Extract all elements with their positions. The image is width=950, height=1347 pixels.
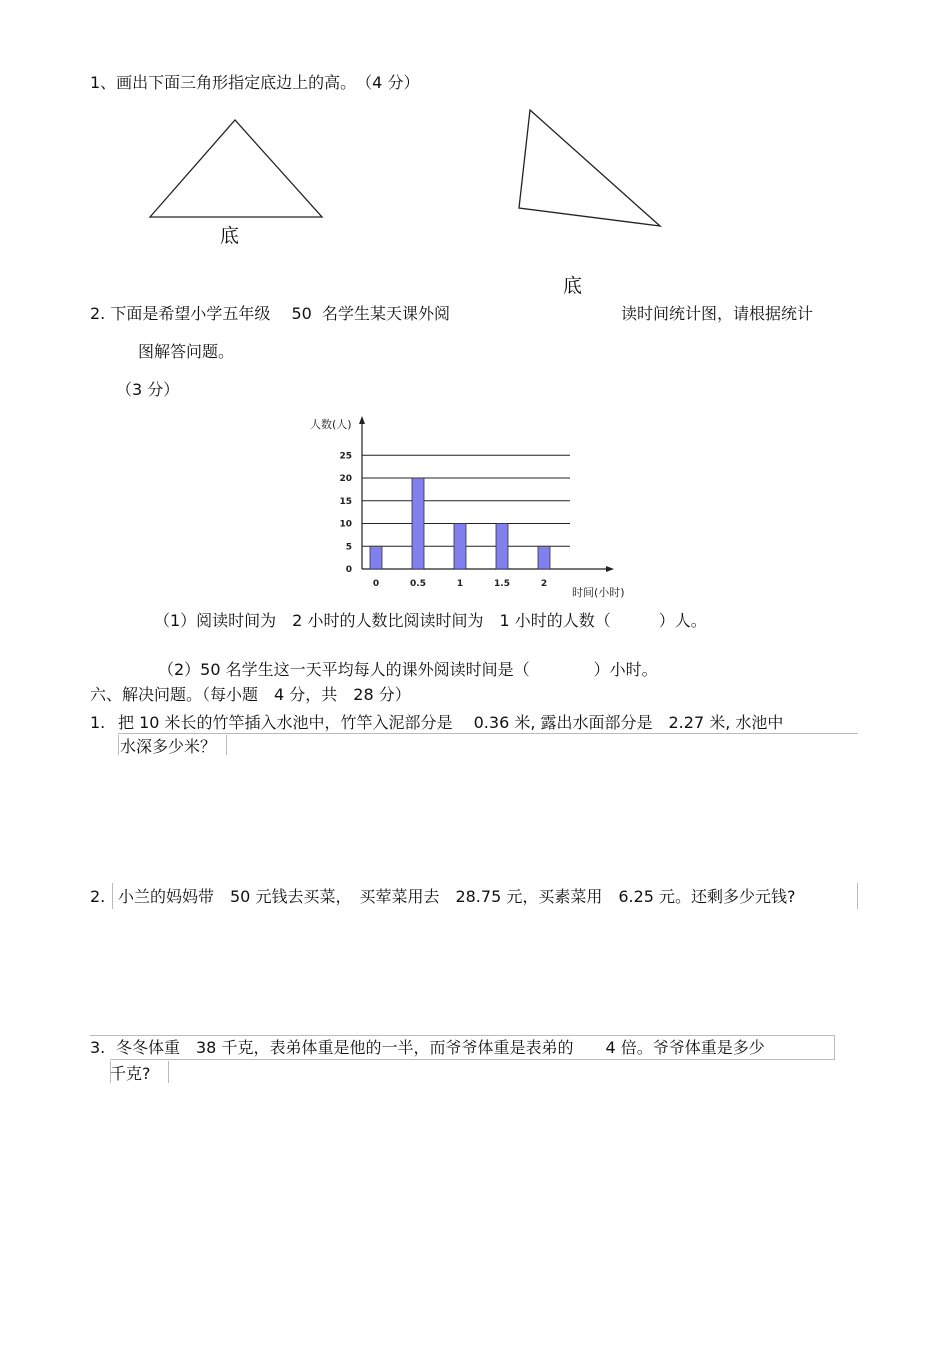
base-label-right: 底 (563, 275, 583, 297)
p3-text-line1: 冬冬体重 38 千克，表弟体重是他的一半，而爷爷体重是表弟的 4 倍。爷爷体重是多少 (116, 1038, 765, 1057)
p3-number: 3. (90, 1038, 106, 1057)
q2-sub1: （1）阅读时间为 2 小时的人数比阅读时间为 1 小时的人数（ ）人。 (154, 611, 707, 630)
y-axis-label: 人数(人) (310, 418, 352, 431)
bar (412, 478, 424, 569)
y-axis-arrow (359, 416, 365, 424)
p3-text-line2: 千克? (110, 1064, 151, 1083)
x-tick-label: 1.5 (494, 579, 510, 589)
p2-box-left (112, 883, 113, 909)
section6-title: 六、解决问题。（每小题 4 分，共 28 分） (90, 685, 411, 704)
p1-text-line2: 水深多少米？ (120, 737, 217, 756)
p3-box-inner (168, 1061, 169, 1083)
y-tick-label: 5 (345, 542, 352, 553)
x-tick-label: 0.5 (410, 579, 426, 589)
p1-box-left (118, 735, 119, 755)
p2-box-right (857, 883, 858, 909)
p1-box-right (226, 735, 227, 755)
y-tick-label: 25 (339, 451, 352, 462)
p2-number: 2. (90, 887, 106, 906)
q2-line1-a: 2. 下面是希望小学五年级 50 名学生某天课外阅 (90, 304, 450, 323)
q1-title: 1、画出下面三角形指定底边上的高。 （4 分） (90, 73, 420, 92)
x-axis-label: 时间(小时) (572, 586, 625, 599)
q2-sub2: （2）50 名学生这一天平均每人的课外阅读时间是（ ）小时。 (158, 660, 658, 679)
bar (454, 524, 466, 570)
p3-box-mid (110, 1059, 835, 1060)
y-tick-label: 20 (339, 474, 352, 484)
q2-line2: 图解答问题。 (138, 342, 235, 361)
p1-box-line (118, 733, 858, 734)
y-tick-label: 0 (345, 565, 352, 575)
p2-text-line1: 小兰的妈妈带 50 元钱去买菜， 买荤菜用去 28.75 元，买素菜用 6.25 元。还剩多少元钱? (118, 887, 796, 906)
y-tick-label: 10 (339, 519, 352, 530)
y-tick-label: 15 (339, 496, 352, 507)
p1-text-line1: 把 10 米长的竹竿插入水池中，竹竿入泥部分是 0.36 米, 露出水面部分是 2.27 米, 水池中 (118, 713, 784, 732)
x-tick-label: 1 (456, 579, 464, 589)
p3-box-right (834, 1035, 835, 1059)
p1-number: 1. (90, 713, 106, 732)
base-label-left: 底 (220, 225, 240, 247)
bar (370, 546, 382, 569)
bar (496, 524, 508, 570)
x-axis-arrow (606, 566, 614, 572)
q2-line1-b: 读时间统计图，请根据统计 (621, 304, 814, 323)
reading-time-bar-chart (300, 410, 660, 610)
q2-score: （3 分） (116, 380, 180, 399)
x-tick-label: 2 (540, 579, 548, 589)
bar (538, 546, 550, 569)
x-tick-label: 0 (372, 579, 380, 589)
p3-box-left (110, 1061, 111, 1083)
p3-box-top (90, 1035, 835, 1036)
